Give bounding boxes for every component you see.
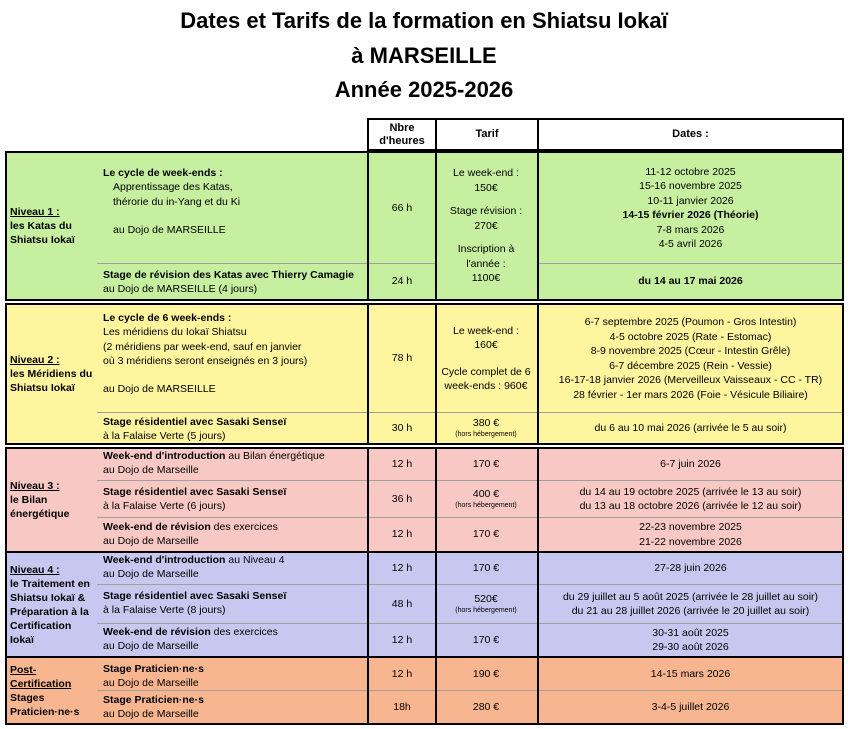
- page-title: Dates et Tarifs de la formation en Shiatsu Iokaï: [180, 8, 668, 33]
- page-subtitle-city: à MARSEILLE: [351, 43, 497, 68]
- level-4-intro-dates: 27-28 juin 2026: [654, 562, 727, 574]
- level-1-cycle-description: Le cycle de week-ends : Apprentissage des Katas, thérorie du in-Yang et du Ki au Dojo de MARSEILLE: [103, 167, 241, 237]
- level-4-residential-hours: 48 h: [391, 597, 413, 610]
- level-3-intro-dates: 6-7 juin 2026: [660, 458, 721, 470]
- level-2-residential-price: 380 € (hors hébergement): [455, 417, 517, 438]
- level-2-residential-description: Stage résidentiel avec Sasaki Senseï à la Falaise Verte (5 jours): [103, 416, 287, 443]
- level-4-residential-price: 520€ (hors hébergement): [455, 593, 517, 614]
- level-3-label: Niveau 3 : le Bilan énergétique: [10, 480, 70, 520]
- level-1-revision-description: Stage de révision des Katas avec Thierry Camagie au Dojo de MARSEILLE (4 jours): [103, 269, 354, 296]
- level-3-revision-description: Week-end de révision des exercices au Dojo de Marseille: [103, 521, 278, 548]
- practitioner-stage-2-price: 280 €: [472, 700, 500, 713]
- level-3-residential-price: 400 € (hors hébergement): [455, 488, 517, 509]
- practitioner-stage-2-hours: 18h: [393, 700, 411, 713]
- level-2-cycle-description: Le cycle de 6 week-ends : Les méridiens du Iokaï Shiatsu (2 méridiens par week-end, sauf en janvier où 3 méridiens seront enseignés en 3 jours) au Dojo de MARSEILLE: [103, 312, 308, 396]
- level-4-revision-price: 170 €: [472, 633, 500, 646]
- level-3-residential-hours: 36 h: [391, 492, 413, 505]
- header-dates: Dates :: [537, 118, 844, 151]
- header-price: Tarif: [435, 118, 539, 151]
- level-4-intro-description: Week-end d'introduction au Niveau 4 au Dojo de Marseille: [103, 554, 285, 581]
- level-2-cycle-price: Le week-end : 160€ Cycle complet de 6 week-ends : 960€: [441, 324, 531, 392]
- practitioner-stage-1-hours: 12 h: [391, 667, 413, 680]
- level-2-cycle-hours: 78 h: [391, 352, 413, 364]
- level-3-intro-hours: 12 h: [391, 458, 413, 470]
- level-3-revision-price: 170 €: [472, 528, 500, 540]
- level-2-residential-hours: 30 h: [391, 421, 413, 434]
- post-certification-label: Post- Certification Stages Praticien·ne·s: [10, 663, 80, 718]
- level-2-cycle-dates: 6-7 septembre 2025 (Poumon - Gros Intestin) 4-5 octobre 2025 (Rate - Estomac) 8-9 novembre 2025 (Cœur - Intestin Grêle) 6-7 décembre 2025 (Rein - Vessie) 16-17-18 janvier 2026 (Merveilleux Vaisseaux - CC - TR) 28 février - 1er mars 2026 (Foie - Vésicule Biliaire): [558, 316, 823, 401]
- level-4-revision-description: Week-end de révision des exercices au Dojo de Marseille: [103, 626, 278, 653]
- practitioner-stage-2-dates: 3-4-5 juillet 2026: [651, 700, 730, 713]
- header-hours: Nbre d'heures: [367, 118, 437, 151]
- level-1-revision-dates: du 14 au 17 mai 2026: [638, 275, 743, 287]
- level-4-residential-dates: du 29 juillet au 5 août 2025 (arrivée le 28 juillet au soir) du 21 au 28 juillet 2026 (arrivée le 20 juillet au soir): [562, 590, 819, 617]
- level-3-residential-description: Stage résidentiel avec Sasaki Senseï à la Falaise Verte (6 jours): [103, 486, 287, 513]
- practitioner-stage-1-dates: 14-15 mars 2026: [650, 667, 731, 680]
- level-3-residential-dates: du 14 au 19 octobre 2025 (arrivée le 13 au soir) du 13 au 18 octobre 2026 (arrivée le 12 au soir): [579, 485, 802, 512]
- level-1-revision-hours: 24 h: [391, 275, 413, 287]
- level-4-revision-dates: 30-31 août 2025 29-30 août 2026: [652, 626, 729, 653]
- practitioner-stage-1-price: 190 €: [472, 667, 500, 680]
- level-3-intro-price: 170 €: [472, 458, 500, 470]
- level-4-residential-description: Stage résidentiel avec Sasaki Senseï à la Falaise Verte (8 jours): [103, 590, 287, 617]
- level-1-price: Le week-end : 150€ Stage révision : 270€ Inscription à l'année : 1100€: [449, 166, 523, 285]
- level-2-label: Niveau 2 : les Méridiens du Shiatsu Iokaï: [10, 354, 93, 394]
- level-1-label: Niveau 1 : les Katas du Shiatsu Iokaï: [10, 206, 75, 246]
- level-1-cycle-hours: 66 h: [391, 201, 413, 214]
- level-3-revision-hours: 12 h: [391, 528, 413, 540]
- level-3-intro-description: Week-end d'introduction au Bilan énergétique au Dojo de Marseille: [103, 450, 325, 477]
- level-4-revision-hours: 12 h: [391, 633, 413, 646]
- level-1-cycle-dates: 11-12 octobre 2025 15-16 novembre 2025 10-11 janvier 2026 14-15 février 2026 (Théorie) 7-8 mars 2026 4-5 avril 2026: [622, 165, 759, 250]
- level-4-intro-hours: 12 h: [391, 562, 413, 574]
- level-4-label: Niveau 4 : le Traitement en Shiatsu Iokaï & Préparation à la Certification Iokaï: [10, 563, 90, 646]
- level-3-revision-dates: 22-23 novembre 2025 21-22 novembre 2026: [639, 521, 742, 548]
- practitioner-stage-1-description: Stage Praticien·ne·s au Dojo de Marseille: [103, 663, 204, 690]
- page-subtitle-year: Année 2025-2026: [334, 77, 514, 102]
- level-4-intro-price: 170 €: [472, 562, 500, 574]
- practitioner-stage-2-description: Stage Praticien·ne·s au Dojo de Marseille: [103, 694, 204, 721]
- level-2-residential-dates: du 6 au 10 mai 2026 (arrivée le 5 au soir): [594, 421, 787, 434]
